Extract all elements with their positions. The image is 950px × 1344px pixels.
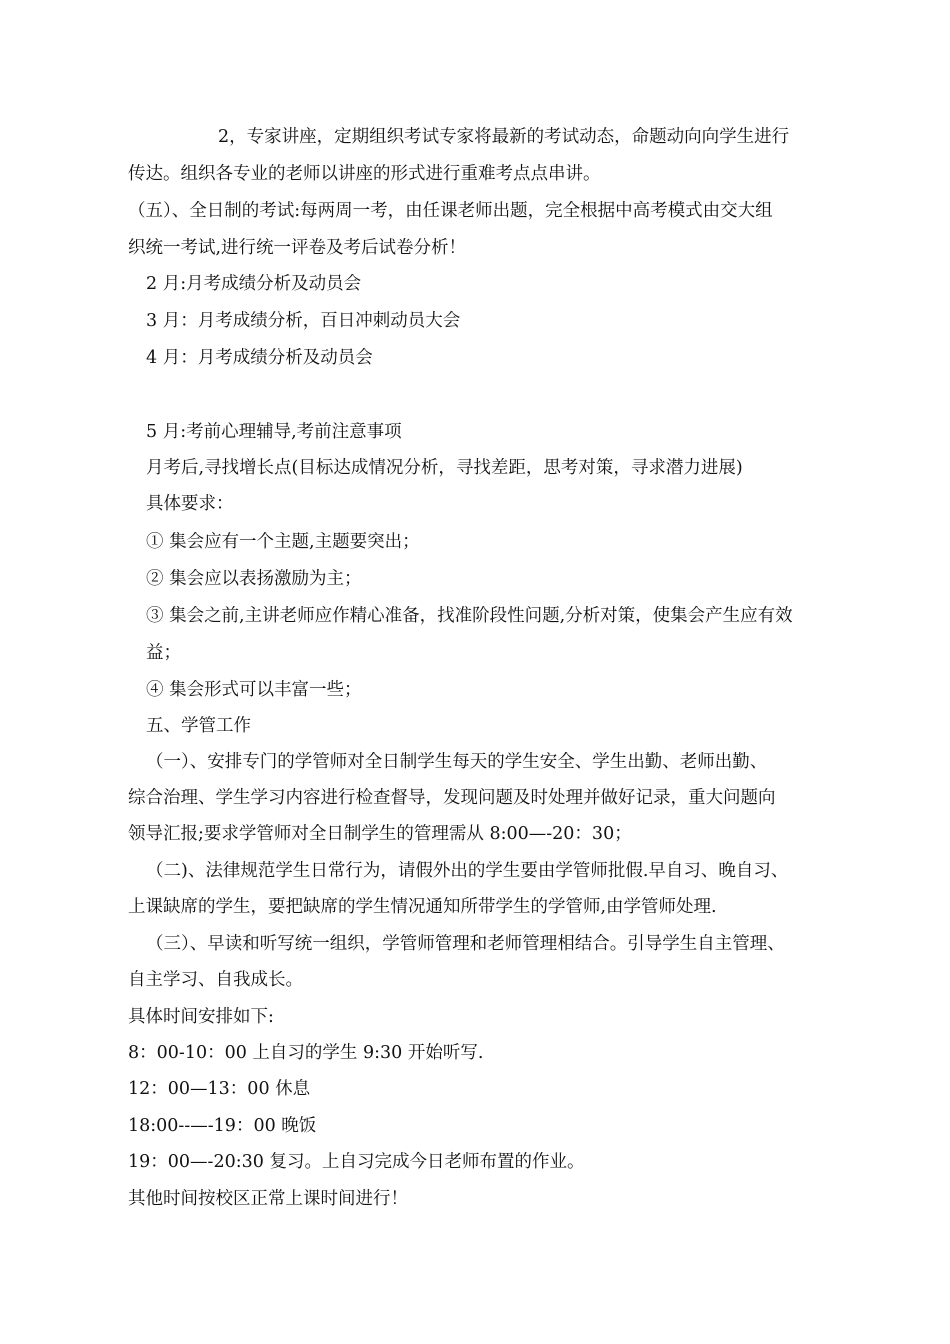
text-line: （二)、法律规范学生日常行为，请假外出的学生要由学管师批假.早自习、晚自习、 <box>146 861 789 881</box>
text-line: 领导汇报;要求学管师对全日制学生的管理需从 8:00—-20：30； <box>128 824 632 844</box>
text-line: 织统一考试,进行统一评卷及考后试卷分析！ <box>128 238 467 258</box>
text-line: （一）、安排专门的学管师对全日制学生每天的学生安全、学生出勤、老师出勤、 <box>146 752 768 772</box>
schedule-item: 18:00--—-19：00 晚饭 <box>128 1116 317 1136</box>
text-line: 上课缺席的学生，要把缺席的学生情况通知所带学生的学管师,由学管师处理. <box>128 897 717 917</box>
text-line: 综合治理、学生学习内容进行检查督导，发现问题及时处理并做好记录，重大问题向 <box>128 788 776 808</box>
text-line: 传达。组织各专业的老师以讲座的形式进行重难考点点串讲。 <box>128 164 601 184</box>
text-line: 具体要求： <box>146 494 234 514</box>
text-line: 2 月:月考成绩分析及动员会 <box>146 274 362 294</box>
text-line: 5 月:考前心理辅导,考前注意事项 <box>146 422 402 442</box>
schedule-item: 19：00—-20:30 复习。上自习完成今日老师布置的作业。 <box>128 1152 585 1172</box>
text-line: 自主学习、自我成长。 <box>128 970 303 990</box>
text-line: 2，专家讲座，定期组织考试专家将最新的考试动态，命题动向向学生进行 <box>218 127 790 147</box>
text-line: 其他时间按校区正常上课时间进行！ <box>128 1189 408 1209</box>
section-heading: 五、学管工作 <box>146 716 251 736</box>
text-line: 月考后,寻找增长点(目标达成情况分析，寻找差距，思考对策，寻求潜力进展) <box>146 458 743 478</box>
list-item: ③ 集会之前,主讲老师应作精心准备，找准阶段性问题,分析对策，使集会产生应有效 <box>146 606 793 626</box>
text-line: 3 月：月考成绩分析，百日冲刺动员大会 <box>146 311 461 331</box>
text-line: 具体时间安排如下: <box>128 1007 274 1027</box>
schedule-item: 12：00—13：00 休息 <box>128 1079 311 1099</box>
text-line: 益； <box>146 643 181 663</box>
list-item: ① 集会应有一个主题,主题要突出； <box>146 532 420 552</box>
text-line: （五）、全日制的考试:每两周一考，由任课老师出题，完全根据中高考模式由交大组 <box>128 201 773 221</box>
schedule-item: 8：00-10：00 上自习的学生 9:30 开始听写. <box>128 1043 484 1063</box>
text-line: 4 月：月考成绩分析及动员会 <box>146 348 373 368</box>
list-item: ② 集会应以表扬激励为主； <box>146 569 362 589</box>
list-item: ④ 集会形式可以丰富一些； <box>146 680 362 700</box>
text-line: （三）、早读和听写统一组织，学管师管理和老师管理相结合。引导学生自主管理、 <box>146 934 785 954</box>
